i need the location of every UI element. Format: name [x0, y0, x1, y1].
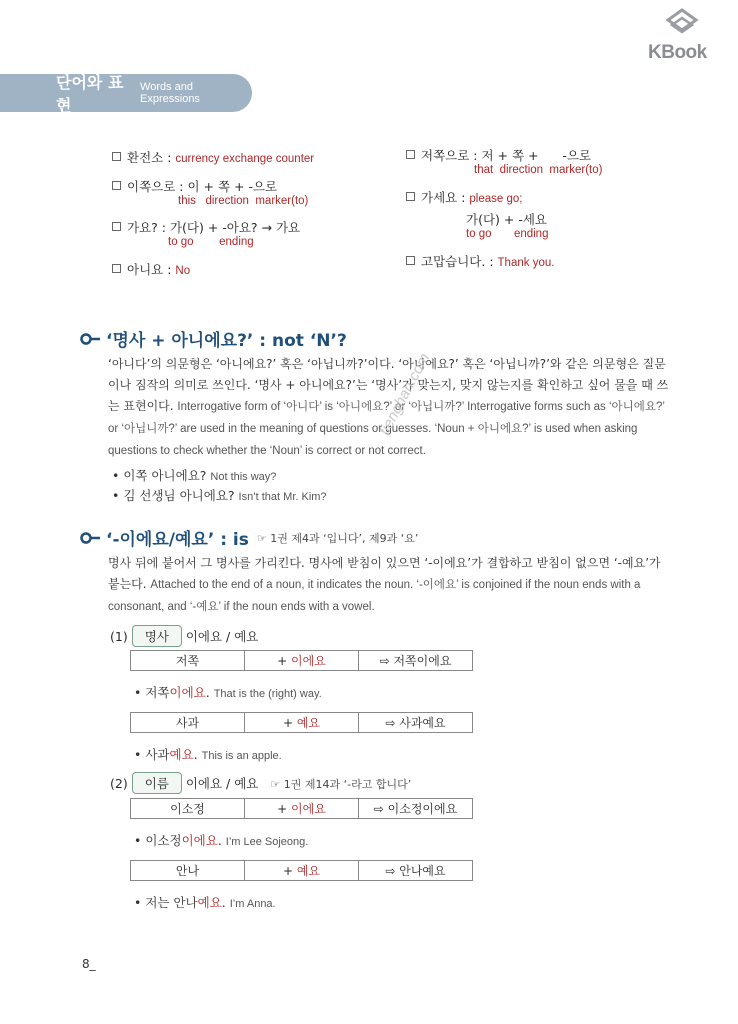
section-title: ‘명사 + 아니에요?’ : not ‘N’? [80, 326, 347, 351]
watermark: tienghan.com [376, 350, 434, 438]
logo-text: KBook [648, 42, 707, 63]
example-sentence: • 저쪽이에요. That is the (right) way. [134, 685, 322, 700]
section-paragraph: ‘아니다’의 의문형은 ‘아니에요?’ 혹은 ‘아닙니까?’이다. ‘아니에요?’ 혹은 ‘아닙니까?’와 같은 의문형은 질문이나 짐작의 의미로 쓰인다. ‘명사 + 아니에요?’는 ‘명사’가 맞는지, 맞지 않는지를 확인하고 싶어 물을 때 쓰는 표현이다. Interrogative form of ‘아니다’ is ‘아니에요?’ or ‘아닙니까?’ Interrogative forms such as ‘아니에요?’ or ‘아닙니까?’ are used in the meaning of questions or guesses. ‘Noun + 아니에요?’ is used when asking questions to check whether the ‘Noun’ is correct or not correct. [108, 357, 669, 457]
checkbox-icon [406, 150, 415, 159]
key-bullet-icon [80, 531, 100, 545]
checkbox-icon [112, 222, 121, 231]
vocab-item: 가세요 : please go; 가(다) + -세요 to go ending [406, 188, 548, 240]
checkbox-icon [406, 256, 415, 265]
table-row: 저쪽 + 이에요 ⇨ 저쪽이에요 [131, 651, 473, 671]
book-stack-icon [662, 8, 702, 42]
vocab-item: 이쪽으로 : 이 + 쪽 + -으로 this direction marker(to) [112, 177, 308, 207]
conjugation-table [130, 860, 473, 881]
vocab-item: 환전소 : currency exchange counter [112, 148, 314, 166]
vocab-item: 가요? : 가(다) + -아요? → 가요 to go ending [112, 218, 300, 248]
section-title: ‘-이에요/예요’ : is ☞ 1권 제4과 ‘입니다’, 제9과 ‘요’ [80, 525, 418, 550]
key-bullet-icon [80, 332, 100, 346]
pattern-tag: 명사 [132, 625, 182, 647]
section-paragraph: 명사 뒤에 붙어서 그 명사를 가리킨다. 명사에 받침이 있으면 ‘-이에요’가 결합하고 받침이 없으면 ‘-예요’가 붙는다. Attached to the end of a noun, it indicates the noun. ‘-이에요’ is conjoined if the noun ends with a consonant, and ‘-예요’ if the noun ends with a vowel. [108, 556, 661, 613]
checkbox-icon [406, 192, 415, 201]
checkbox-icon [112, 152, 121, 161]
pattern-tag: 이름 [132, 772, 182, 794]
table-row: 이소정 + 이에요 ⇨ 이소정이에요 [131, 799, 473, 819]
example-sentence: • 이쪽 아니에요? Not this way? [112, 468, 277, 483]
example-sentence: • 사과예요. This is an apple. [134, 747, 282, 762]
conjugation-table [130, 650, 473, 671]
banner-title-en: Words and Expressions [140, 81, 200, 105]
conjugation-table [130, 712, 473, 733]
checkbox-icon [112, 264, 121, 273]
banner-title-ko: 단어와 표현 [56, 73, 124, 115]
example-sentence: • 김 선생님 아니에요? Isn’t that Mr. Kim? [112, 488, 327, 503]
cross-reference: ☞ 1권 제14과 ‘-라고 합니다’ [270, 778, 412, 791]
cross-reference: ☞ 1권 제4과 ‘입니다’, 제9과 ‘요’ [256, 531, 419, 545]
pattern-heading: (1) 명사 이에요 / 예요 [110, 625, 258, 647]
kbook-logo [646, 8, 716, 66]
checkbox-icon [112, 181, 121, 190]
vocab-item: 저쪽으로 : 저 + 쪽 + -으로 that direction marker(to) [406, 146, 602, 176]
example-sentence: • 이소정이에요. I’m Lee Sojeong. [134, 833, 309, 848]
page-number: 8_ [82, 957, 96, 971]
table-row: 사과 + 예요 ⇨ 사과예요 [131, 713, 473, 733]
example-sentence: • 저는 안나예요. I’m Anna. [134, 895, 276, 910]
section-banner [0, 73, 252, 115]
table-row: 안나 + 예요 ⇨ 안나예요 [131, 861, 473, 881]
conjugation-table [130, 798, 473, 819]
pattern-heading: (2) 이름 이에요 / 예요 ☞ 1권 제14과 ‘-라고 합니다’ [110, 772, 411, 794]
vocab-item: 고맙습니다. : Thank you. [406, 252, 554, 270]
vocab-item: 아니요 : No [112, 260, 190, 278]
